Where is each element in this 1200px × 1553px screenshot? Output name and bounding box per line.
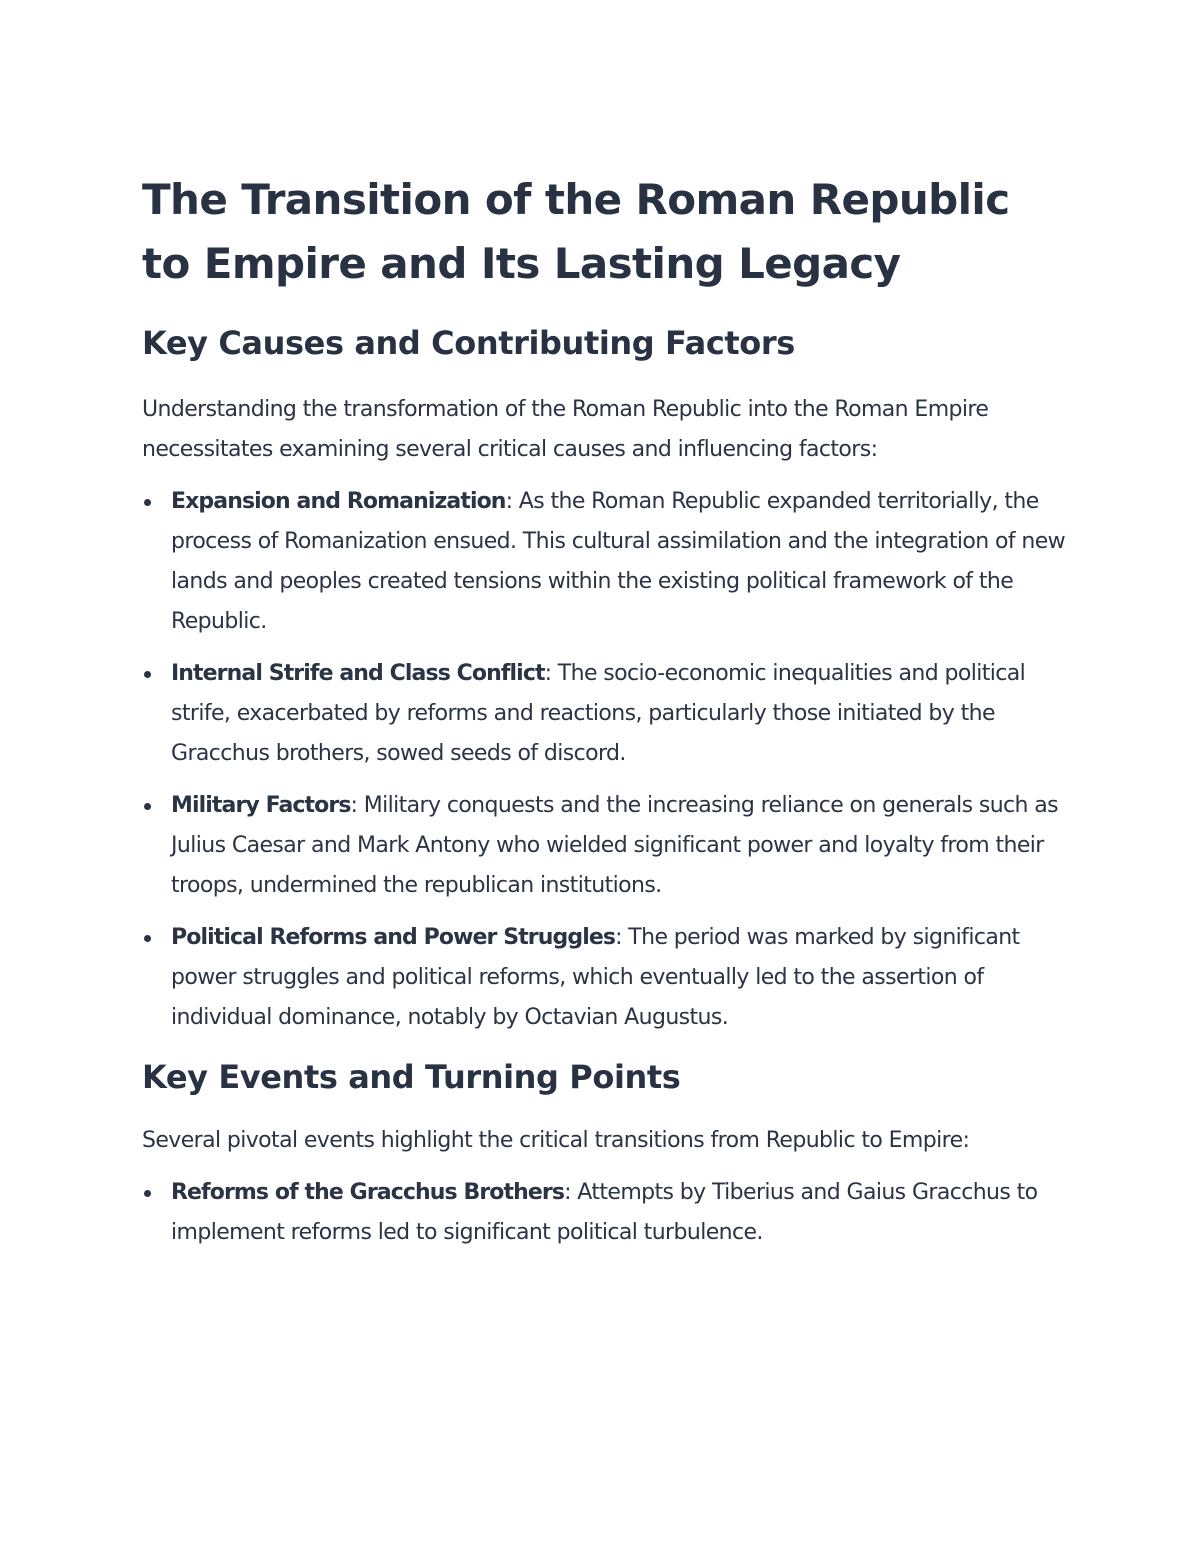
list-item-text: : As the Roman Republic expanded territorially, the process of Romanization ensued. This cultural assimilation and the integration of new lands and peoples created tensions within the existing political framework of the Republic. [171,489,1066,634]
list-item-term: Internal Strife and Class Conflict [171,661,545,686]
list-item [142,654,1067,774]
section-heading-causes: Key Causes and Contributing Factors [142,324,795,362]
list-item-text: : The socio-economic inequalities and political strife, exacerbated by reforms and reactions, particularly those initiated by the Gracchus brothers, sowed seeds of discord. [171,661,1026,766]
section-intro-causes: Understanding the transformation of the Roman Republic into the Roman Empire necessitates examining several critical causes and influencing factors: [142,397,989,462]
bullet-icon [144,803,151,810]
list-item [142,786,1067,906]
section-intro-events: Several pivotal events highlight the critical transitions from Republic to Empire: [142,1128,970,1153]
list-item-text: : Military conquests and the increasing reliance on generals such as Julius Caesar and Mark Antony who wielded significant power and loyalty from their troops, undermined the republican institutions. [171,793,1059,898]
list-item-term: Expansion and Romanization [171,489,506,514]
list-item-term: Reforms of the Gracchus Brothers [171,1180,565,1205]
list-item-term: Political Reforms and Power Struggles [171,925,616,950]
list-item-term: Military Factors [171,793,351,818]
bullet-icon [144,1190,151,1197]
list-item [142,482,1067,642]
section-heading-events: Key Events and Turning Points [142,1058,681,1096]
list-item-text: : Attempts by Tiberius and Gaius Gracchus to implement reforms led to significant political turbulence. [171,1180,1038,1245]
bullet-icon [144,935,151,942]
bullet-icon [144,499,151,506]
list-item [142,1173,1067,1253]
bullet-icon [144,671,151,678]
document-page [142,168,1067,1265]
page-title: The Transition of the Roman Republic to Empire and Its Lasting Legacy [142,175,1010,288]
list-item [142,918,1067,1038]
list-item-text: : The period was marked by significant power struggles and political reforms, which eventually led to the assertion of individual dominance, notably by Octavian Augustus. [171,925,1020,1030]
causes-list [142,482,1067,1038]
events-list [142,1173,1067,1253]
